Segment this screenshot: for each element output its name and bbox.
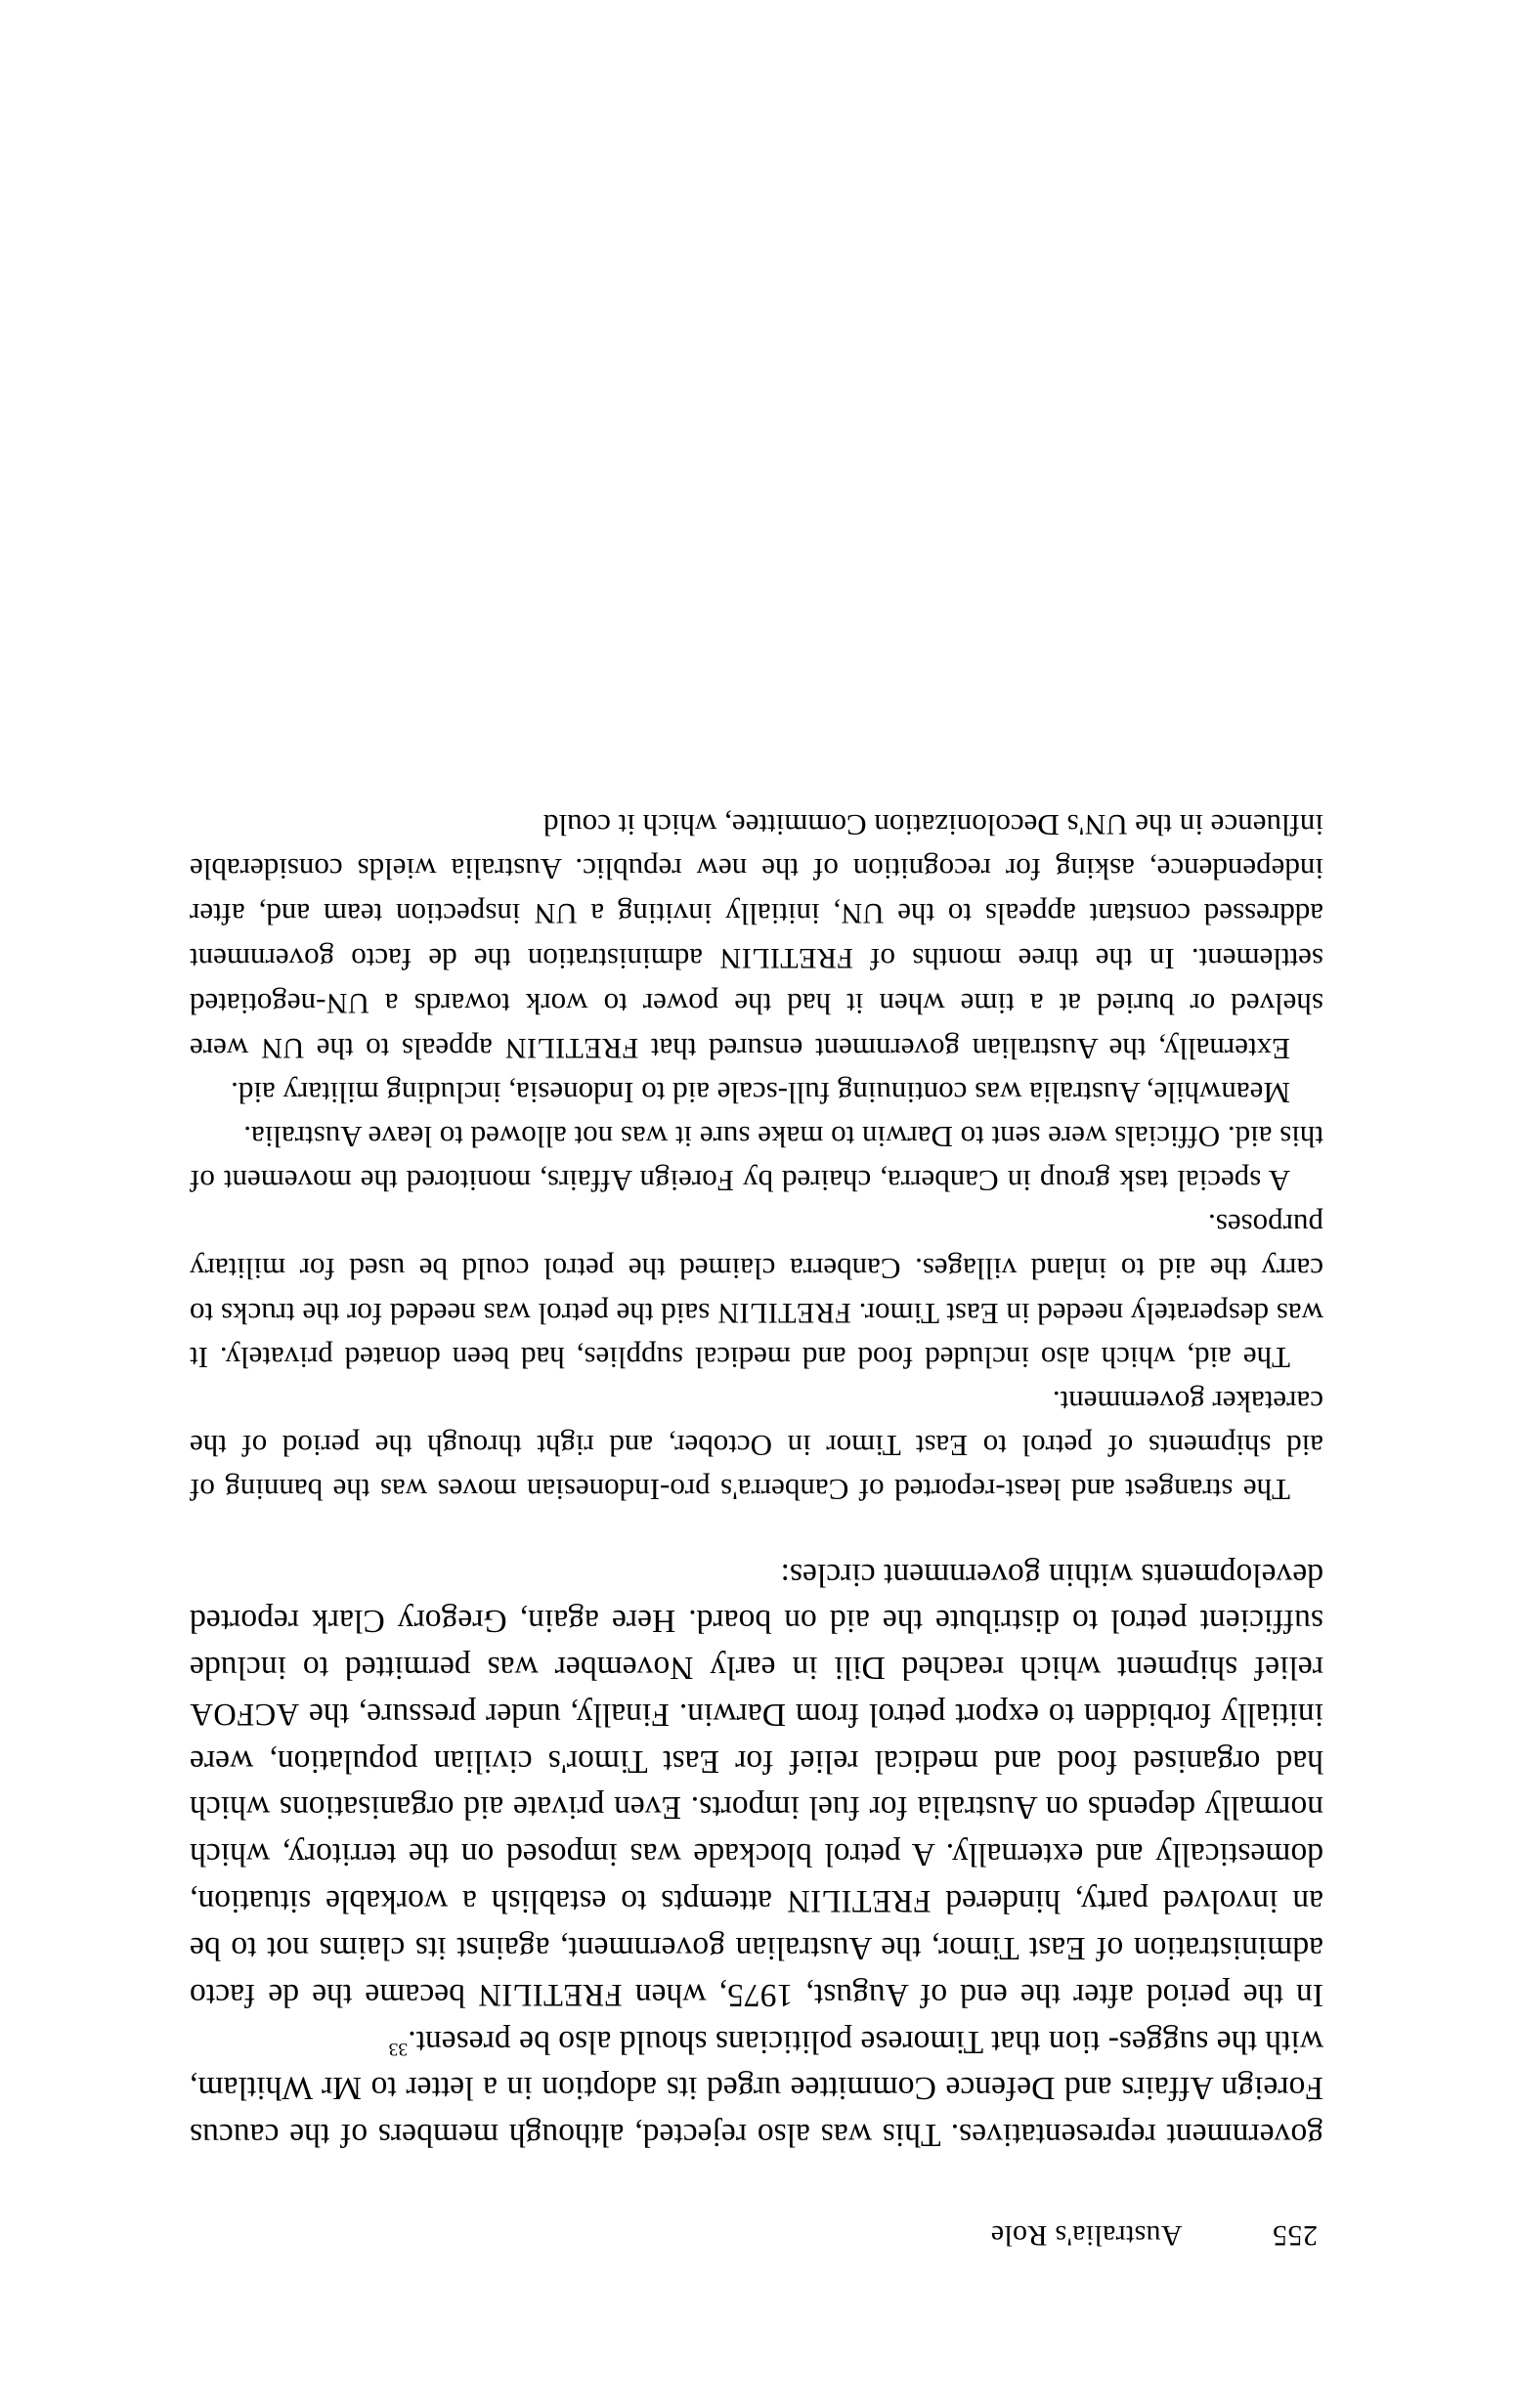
quote5-text-h: 's Decolonization Committee, which it could bbox=[543, 808, 1085, 843]
quote-paragraph-4: Meanwhile, Australia was continuing full-scale aid to Indonesia, including military aid. bbox=[231, 1076, 1290, 1111]
footnote-marker: 33 bbox=[388, 2039, 409, 2060]
quote5-text-b: appeals to the bbox=[304, 1032, 505, 1067]
smallcaps-fretilin: FRETILIN bbox=[719, 942, 853, 976]
smallcaps-un: UN bbox=[325, 987, 369, 1021]
smallcaps-acfoa: ACFOA bbox=[190, 1697, 300, 1733]
quote5-text-a: Externally, the Australian government ensured that bbox=[638, 1032, 1290, 1067]
paragraph-continuation bbox=[190, 2019, 1323, 2159]
smallcaps-fretilin: FRETILIN bbox=[478, 1977, 623, 2013]
par2-text-b: became the de facto administration of East Timor, the Australian government, against its claims not to be an involved party, hindered bbox=[190, 1883, 1323, 2014]
smallcaps-un: UN bbox=[841, 897, 885, 931]
par2-text-d: relief shipment which reached Dili in early November was permitted to include sufficient petrol to distribute the aid on board. Here again, Gregory Clark reported developments within government circles: bbox=[190, 1557, 1323, 1686]
smallcaps-un: UN bbox=[534, 897, 578, 931]
smallcaps-fretilin: FRETILIN bbox=[717, 1297, 851, 1331]
page-number: 255 bbox=[1272, 2219, 1318, 2252]
running-title: Australia's Role bbox=[990, 2219, 1183, 2252]
par2-text-a: In the period after the end of August, 1975, when bbox=[622, 1977, 1323, 2014]
smallcaps-un: UN bbox=[260, 1032, 305, 1066]
smallcaps-fretilin: FRETILIN bbox=[786, 1883, 932, 1919]
par2-text-c: attempts to establish a workable situation, domestically and externally. A petrol blockade was imposed on the territory, which normally depends on Australia for fuel imports. Even private aid organisations which had organised food and medical relief for East Timor's civilian population, were initially forbidden to export petrol from Darwin. Finally, under pressure, the bbox=[190, 1697, 1323, 1920]
quote5-text-g: inspection team and, after independence, asking for recognition of the new republic. Australia wields considerable influence in the bbox=[190, 808, 1323, 932]
quote2-text-a: The aid, which also included food and medical supplies, had been donated privately. It was desperately needed in East Timor. bbox=[190, 1297, 1323, 1376]
text-column bbox=[190, 803, 1323, 2253]
par1-line3: urged its adoption in a letter to Mr Whitlam, with the sugges- bbox=[190, 2024, 1323, 2107]
paragraph-fretilin-period bbox=[190, 1552, 1323, 2019]
smallcaps-un: UN bbox=[1084, 808, 1128, 842]
par1-line2: members of the caucus Foreign Affairs and Defence Committee bbox=[190, 2070, 1323, 2153]
quote5-text-c: were shelved or buried at a time when it had the power to work towards a bbox=[190, 987, 1323, 1067]
quote2-text-b: said the petrol was needed for the trucks to carry the aid to inland villages. Canberra claimed the petrol could be used for military purposes. bbox=[189, 1208, 1323, 1332]
quote-paragraph-1: The strangest and least-reported of Canberra's pro-Indonesian moves was the banning of aid shipments of petrol to East Timor in October, and right through the period of the caretaker government. bbox=[190, 1385, 1323, 1508]
par1-line4: tion that Timorese politicians should also be present. bbox=[408, 2024, 1101, 2060]
quote-paragraph-5 bbox=[190, 803, 1323, 1072]
quote5-text-e: administration the de facto government addressed constant appeals to the bbox=[190, 897, 1323, 977]
quote5-text-f: , initially inviting a bbox=[577, 897, 842, 932]
smallcaps-fretilin: FRETILIN bbox=[504, 1032, 639, 1066]
par1-line1: government representatives. This was also rejected, although bbox=[508, 2117, 1323, 2153]
quote-paragraph-3: A special task group in Canberra, chaired by Foreign Affairs, monitored the movement of this aid. Officials were sent to Darwin to make sure it was not allowed to leave Australia. bbox=[190, 1120, 1323, 1199]
running-head bbox=[190, 2218, 1323, 2252]
quote-paragraph-2 bbox=[190, 1204, 1323, 1381]
quote5-text-d: -negotiated settlement. In the three months of bbox=[190, 942, 1323, 1022]
block-quotation bbox=[190, 803, 1323, 1513]
